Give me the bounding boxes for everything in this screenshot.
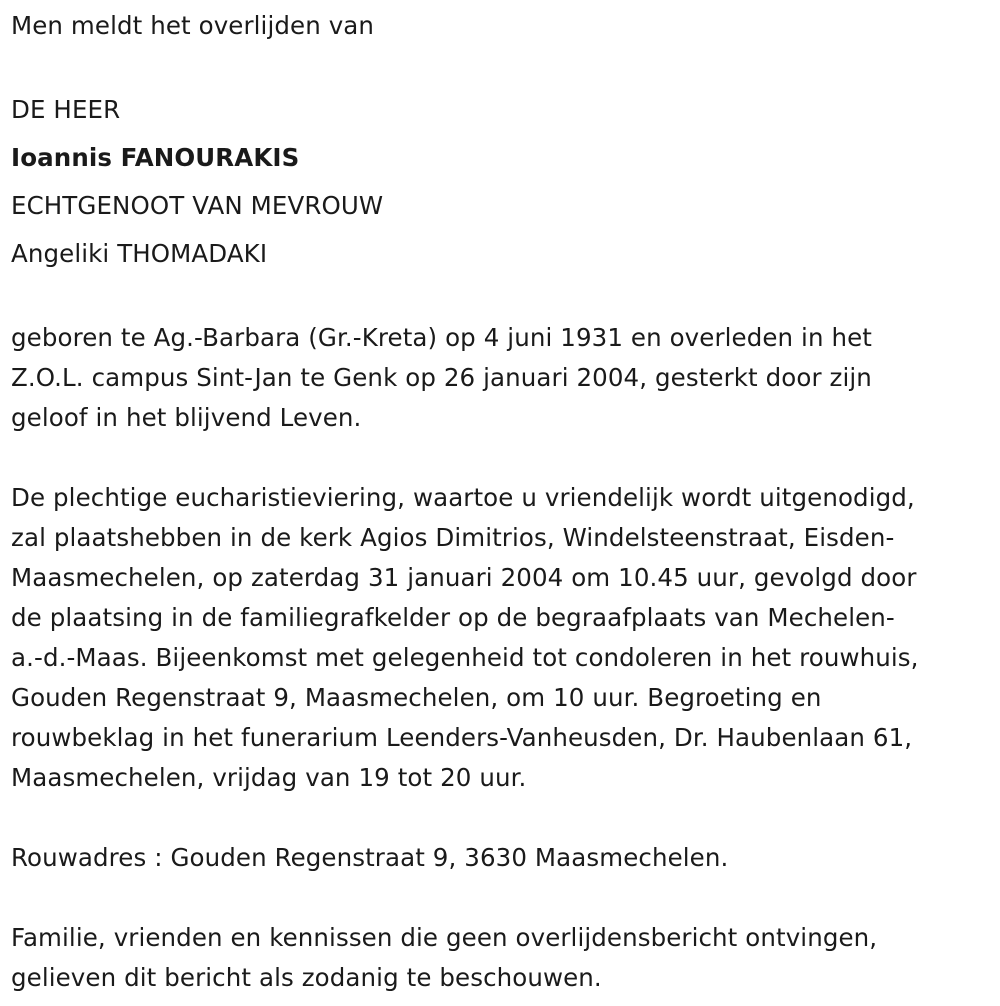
spacer	[11, 438, 991, 478]
birth-death-paragraph	[11, 318, 991, 438]
paragraph-line: Maasmechelen, vrijdag van 19 tot 20 uur.	[11, 763, 527, 792]
spacer	[11, 878, 991, 918]
paragraph-line: Gouden Regenstraat 9, Maasmechelen, om 10 uur. Begroeting en	[11, 683, 822, 712]
ceremony-paragraph	[11, 478, 991, 798]
paragraph-line: de plaatsing in de familiegrafkelder op de begraafplaats van Mechelen-	[11, 603, 895, 632]
paragraph-line: Z.O.L. campus Sint-Jan te Genk op 26 januari 2004, gesterkt door zijn	[11, 363, 872, 392]
paragraph-line: Familie, vrienden en kennissen die geen overlijdensbericht ontvingen,	[11, 923, 878, 952]
paragraph-line: zal plaatshebben in de kerk Agios Dimitrios, Windelsteenstraat, Eisden-	[11, 523, 895, 552]
intro-text: Men meldt het overlijden van	[11, 11, 375, 40]
paragraph-line: rouwbeklag in het funerarium Leenders-Vanheusden, Dr. Haubenlaan 61,	[11, 723, 913, 752]
spouse-name: Angeliki THOMADAKI	[11, 239, 268, 268]
relation-text: ECHTGENOOT VAN MEVROUW	[11, 191, 384, 220]
paragraph-line: geloof in het blijvend Leven.	[11, 403, 362, 432]
death-notice-document	[11, 6, 991, 998]
paragraph-line: a.-d.-Maas. Bijeenkomst met gelegenheid tot condoleren in het rouwhuis,	[11, 643, 919, 672]
paragraph-line: Maasmechelen, op zaterdag 31 januari 2004 om 10.45 uur, gevolgd door	[11, 563, 917, 592]
honorific: DE HEER	[11, 95, 121, 124]
spacer	[11, 278, 991, 318]
paragraph-line: geboren te Ag.-Barbara (Gr.-Kreta) op 4 juni 1931 en overleden in het	[11, 323, 872, 352]
spacer	[11, 46, 991, 86]
deceased-name: Ioannis FANOURAKIS	[11, 143, 300, 172]
paragraph-line: De plechtige eucharistieviering, waartoe u vriendelijk wordt uitgenodigd,	[11, 483, 915, 512]
mourning-address: Rouwadres : Gouden Regenstraat 9, 3630 Maasmechelen.	[11, 843, 729, 872]
paragraph-line: gelieven dit bericht als zodanig te beschouwen.	[11, 963, 602, 992]
spacer	[11, 798, 991, 838]
closing-paragraph	[11, 918, 991, 998]
